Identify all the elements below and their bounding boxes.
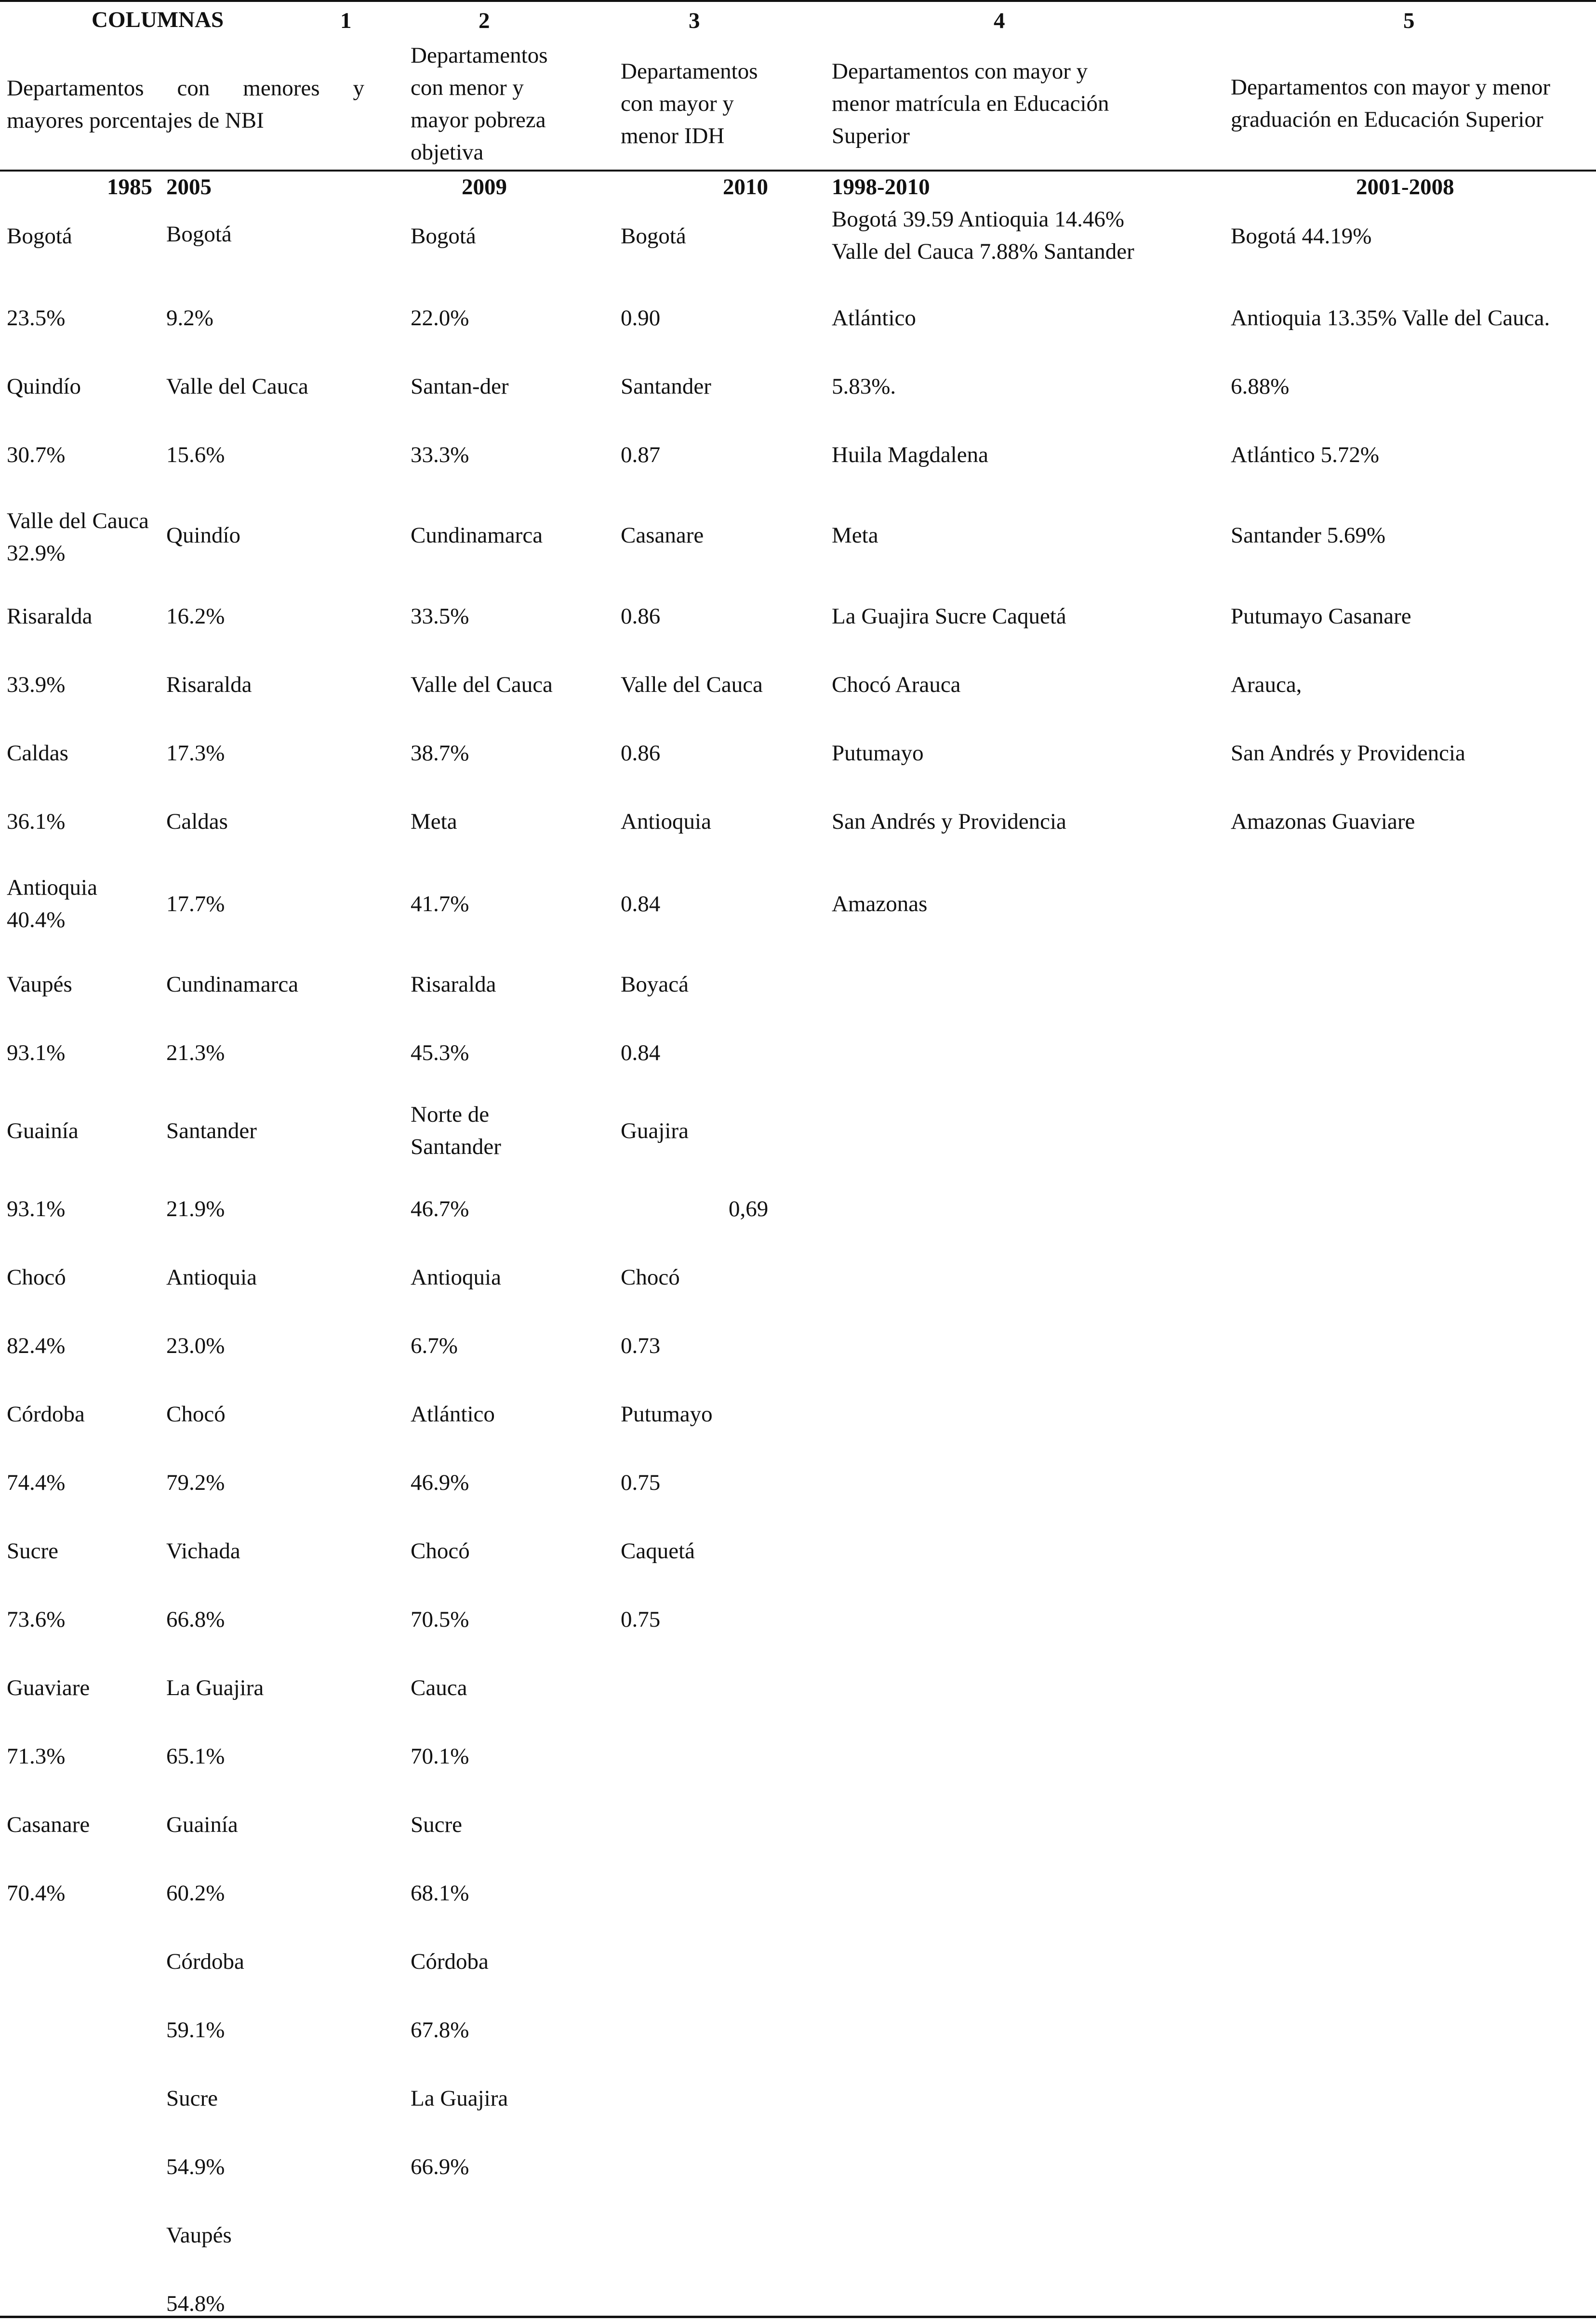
col3-description-line1: Departamentos xyxy=(621,59,758,84)
cell-2010: Valle del Cauca xyxy=(621,672,763,697)
cell-2005: Cundinamarca xyxy=(166,972,299,997)
cell-2001-2008: 6.88% xyxy=(1231,374,1290,399)
col2-description-line1: Departamentos xyxy=(411,43,548,68)
cell-2005: 9.2% xyxy=(166,305,213,331)
cell-1985: 32.9% xyxy=(7,541,66,566)
cell-1985: 36.1% xyxy=(7,809,66,834)
cell-2009: 38.7% xyxy=(411,741,469,766)
cell-2005: La Guajira xyxy=(166,1675,264,1700)
cell-1985: 74.4% xyxy=(7,1470,66,1495)
cell-2009: 22.0% xyxy=(411,305,469,331)
cell-1998-2010: Bogotá 39.59 Antioquia 14.46% xyxy=(832,207,1125,232)
col3-description-line3: menor IDH xyxy=(621,123,725,148)
cell-2001-2008: Amazonas Guaviare xyxy=(1231,809,1415,834)
cell-2005: 16.2% xyxy=(166,604,225,629)
cell-1985: Quindío xyxy=(7,374,81,399)
cell-2005: 17.3% xyxy=(166,741,225,766)
cell-2009: 46.7% xyxy=(411,1196,469,1221)
cell-1985: Córdoba xyxy=(7,1402,85,1427)
cell-1985: 93.1% xyxy=(7,1040,66,1065)
cell-1985: Casanare xyxy=(7,1812,90,1837)
cell-2009: Antioquia xyxy=(411,1265,501,1290)
cell-1985: Guaviare xyxy=(7,1675,90,1700)
cell-2009: 70.5% xyxy=(411,1607,469,1632)
cell-2001-2008: San Andrés y Providencia xyxy=(1231,741,1465,766)
cell-2010: Caquetá xyxy=(621,1538,695,1564)
cell-2005: Sucre xyxy=(166,2086,218,2111)
cell-2009: Meta xyxy=(411,809,457,834)
cell-2005: Quindío xyxy=(166,523,241,548)
cell-2005: 21.3% xyxy=(166,1040,225,1065)
cell-1985: 71.3% xyxy=(7,1744,66,1769)
cell-2010: 0.84 xyxy=(621,891,661,916)
cell-2009: Bogotá xyxy=(411,224,476,249)
cell-1998-2010: Amazonas xyxy=(832,891,928,916)
cell-2005: 54.8% xyxy=(166,2291,225,2316)
col-number-2: 2 xyxy=(479,8,490,33)
cell-2010: 0.73 xyxy=(621,1333,661,1358)
cell-2009: Norte de xyxy=(411,1102,490,1127)
cell-2001-2008: Arauca, xyxy=(1231,672,1302,697)
bottom-rule xyxy=(0,2316,1596,2318)
cell-2009: Atlántico xyxy=(411,1402,495,1427)
year-1985: 1985 xyxy=(107,174,152,199)
cell-1985: Antioquia xyxy=(7,875,97,900)
cell-1985: Vaupés xyxy=(7,972,72,997)
cell-2010: Chocó xyxy=(621,1265,680,1290)
cell-2005: Chocó xyxy=(166,1402,226,1427)
top-rule xyxy=(0,0,1596,2)
cell-2010: Antioquia xyxy=(621,809,711,834)
cell-2010: 0.75 xyxy=(621,1470,661,1495)
cell-1998-2010: Valle del Cauca 7.88% Santander xyxy=(832,239,1134,264)
col4-description-line3: Superior xyxy=(832,123,910,148)
cell-2009: 6.7% xyxy=(411,1333,458,1358)
cell-2009: 33.3% xyxy=(411,442,469,467)
year-2009: 2009 xyxy=(462,174,507,199)
cell-2009: Santan-der xyxy=(411,374,509,399)
cell-2005: 60.2% xyxy=(166,1881,225,1906)
cell-2009: 46.9% xyxy=(411,1470,469,1495)
cell-2010: 0.87 xyxy=(621,442,661,467)
cell-1998-2010: Huila Magdalena xyxy=(832,442,988,467)
col-number-5: 5 xyxy=(1403,8,1415,33)
year-2005: 2005 xyxy=(166,174,212,199)
cell-1985: 30.7% xyxy=(7,442,66,467)
cell-1985: 40.4% xyxy=(7,907,66,932)
cell-2005: 23.0% xyxy=(166,1333,225,1358)
cell-1985: 23.5% xyxy=(7,305,66,331)
cell-2005: Valle del Cauca xyxy=(166,374,308,399)
cell-1985: 82.4% xyxy=(7,1333,66,1358)
col-number-3: 3 xyxy=(689,8,700,33)
cell-1985: Guainía xyxy=(7,1118,79,1143)
cell-1985: Bogotá xyxy=(7,224,72,249)
cell-2009: Valle del Cauca xyxy=(411,672,553,697)
cell-2005: 17.7% xyxy=(166,891,225,916)
cell-2001-2008: Putumayo Casanare xyxy=(1231,604,1411,629)
cell-2009: 67.8% xyxy=(411,2017,469,2042)
cell-2009: 70.1% xyxy=(411,1744,469,1769)
cell-2001-2008: Santander 5.69% xyxy=(1231,523,1386,548)
cell-2001-2008: Bogotá 44.19% xyxy=(1231,224,1372,249)
cell-2010: 0.75 xyxy=(621,1607,661,1632)
cell-2010: 0.90 xyxy=(621,305,661,331)
cell-2010: Putumayo xyxy=(621,1402,713,1427)
col1-description-line2: mayores porcentajes de NBI xyxy=(7,108,264,133)
cell-1985: Sucre xyxy=(7,1538,59,1564)
cell-1998-2010: San Andrés y Providencia xyxy=(832,809,1066,834)
cell-1998-2010: Chocó Arauca xyxy=(832,672,961,697)
cell-1998-2010: Meta xyxy=(832,523,878,548)
cell-2009: 41.7% xyxy=(411,891,469,916)
cell-2009: 66.9% xyxy=(411,2154,469,2179)
cell-2005: 15.6% xyxy=(166,442,225,467)
col2-description-line2: con menor y xyxy=(411,75,524,100)
cell-2010: Guajira xyxy=(621,1118,689,1143)
col-number-1: 1 xyxy=(340,8,352,33)
cell-2005: 66.8% xyxy=(166,1607,225,1632)
cell-1985: Valle del Cauca xyxy=(7,508,149,533)
cell-2005: Guainía xyxy=(166,1812,238,1837)
cell-2009: Cauca xyxy=(411,1675,467,1700)
cell-1985: Chocó xyxy=(7,1265,66,1290)
columnas-label: COLUMNAS xyxy=(92,7,224,32)
cell-2010: 0.86 xyxy=(621,741,661,766)
cell-1985: Caldas xyxy=(7,741,68,766)
year-1998-2010: 1998-2010 xyxy=(832,174,930,199)
col-number-4: 4 xyxy=(994,8,1005,33)
cell-2009: Cundinamarca xyxy=(411,523,543,548)
col5-description-line1: Departamentos con mayor y menor xyxy=(1231,75,1551,100)
cell-2001-2008: Atlántico 5.72% xyxy=(1231,442,1380,467)
cell-2010: Casanare xyxy=(621,523,704,548)
cell-1998-2010: La Guajira Sucre Caquetá xyxy=(832,604,1066,629)
cell-2005: Antioquia xyxy=(166,1265,257,1290)
cell-2005: Risaralda xyxy=(166,672,252,697)
cell-2009: 33.5% xyxy=(411,604,469,629)
cell-2009: Risaralda xyxy=(411,972,496,997)
col1-description-line1: Departamentos con menores y xyxy=(7,76,364,101)
cell-2010: 0,69 xyxy=(729,1196,769,1221)
col4-description-line1: Departamentos con mayor y xyxy=(832,59,1088,84)
cell-2009: 45.3% xyxy=(411,1040,469,1065)
cell-2005: Córdoba xyxy=(166,1949,244,1974)
cell-2009: Sucre xyxy=(411,1812,463,1837)
cell-2009: La Guajira xyxy=(411,2086,508,2111)
cell-2005: Caldas xyxy=(166,809,228,834)
year-2010: 2010 xyxy=(723,174,768,199)
cell-2005: Santander xyxy=(166,1118,257,1143)
cell-2005: Vaupés xyxy=(166,2223,232,2248)
cell-2010: Bogotá xyxy=(621,224,686,249)
cell-2005: Vichada xyxy=(166,1538,240,1564)
cell-1998-2010: Atlántico xyxy=(832,305,916,331)
col4-description-line2: menor matrícula en Educación xyxy=(832,91,1109,116)
col2-description-line3: mayor pobreza xyxy=(411,107,546,133)
cell-2005: 59.1% xyxy=(166,2017,225,2042)
col3-description-line2: con mayor y xyxy=(621,91,734,116)
cell-2010: 0.84 xyxy=(621,1040,661,1065)
cell-1985: 70.4% xyxy=(7,1881,66,1906)
cell-2005: 65.1% xyxy=(166,1744,225,1769)
col2-description-line4: objetiva xyxy=(411,140,484,165)
cell-1985: Risaralda xyxy=(7,604,93,629)
cell-1985: 73.6% xyxy=(7,1607,66,1632)
cell-2005: 54.9% xyxy=(166,2154,225,2179)
cell-2009: Santander xyxy=(411,1134,501,1159)
cell-1985: 33.9% xyxy=(7,672,66,697)
cell-2001-2008: Antioquia 13.35% Valle del Cauca. xyxy=(1231,305,1550,331)
cell-1985: 93.1% xyxy=(7,1196,66,1221)
cell-2005: 21.9% xyxy=(166,1196,225,1221)
cell-2009: Chocó xyxy=(411,1538,470,1564)
cell-2010: Boyacá xyxy=(621,972,689,997)
cell-2005: 79.2% xyxy=(166,1470,225,1495)
col5-description-line2: graduación en Educación Superior xyxy=(1231,107,1543,132)
cell-2010: 0.86 xyxy=(621,604,661,629)
cell-1998-2010: Putumayo xyxy=(832,741,924,766)
cell-2010: Santander xyxy=(621,374,711,399)
cell-1998-2010: 5.83%. xyxy=(832,374,896,399)
cell-2009: Córdoba xyxy=(411,1949,489,1974)
cell-2005: Bogotá xyxy=(166,222,232,247)
year-2001-2008: 2001-2008 xyxy=(1356,174,1454,199)
cell-2009: 68.1% xyxy=(411,1881,469,1906)
